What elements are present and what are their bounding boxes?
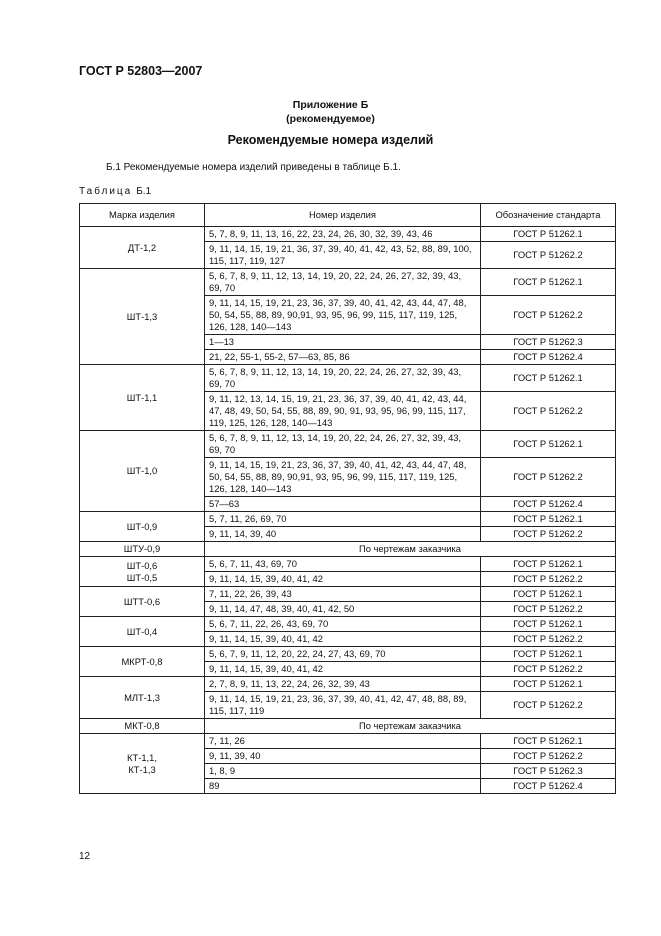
standard-cell: ГОСТ Р 51262.2: [481, 527, 616, 542]
standard-cell: ГОСТ Р 51262.3: [481, 335, 616, 350]
product-numbers-cell: 9, 11, 14, 15, 19, 21, 36, 37, 39, 40, 41, 42, 43, 52, 88, 89, 100, 115, 117, 119, 127: [205, 242, 481, 269]
product-numbers-cell: 9, 11, 14, 39, 40: [205, 527, 481, 542]
standard-cell: ГОСТ Р 51262.4: [481, 779, 616, 794]
standard-cell: ГОСТ Р 51262.1: [481, 557, 616, 572]
table-caption-label: Таблица: [79, 186, 133, 197]
table-row: [80, 647, 616, 662]
standard-cell: ГОСТ Р 51262.1: [481, 512, 616, 527]
product-numbers-cell: 9, 11, 14, 15, 39, 40, 41, 42: [205, 572, 481, 587]
standard-cell: ГОСТ Р 51262.1: [481, 365, 616, 392]
product-mark-cell: [80, 269, 205, 365]
standard-cell: ГОСТ Р 51262.2: [481, 749, 616, 764]
standard-cell: ГОСТ Р 51262.3: [481, 764, 616, 779]
product-numbers-cell: 1—13: [205, 335, 481, 350]
customer-drawings-cell: По чертежам заказчика: [205, 719, 616, 734]
document-header: ГОСТ Р 52803—2007: [79, 64, 203, 78]
table-row: [80, 542, 616, 557]
standard-cell: ГОСТ Р 51262.1: [481, 734, 616, 749]
standard-cell: ГОСТ Р 51262.1: [481, 227, 616, 242]
standard-cell: ГОСТ Р 51262.2: [481, 572, 616, 587]
standard-cell: ГОСТ Р 51262.2: [481, 602, 616, 617]
product-numbers-cell: 5, 6, 7, 8, 9, 11, 12, 13, 14, 19, 20, 22, 24, 26, 27, 32, 39, 43, 69, 70: [205, 431, 481, 458]
product-mark: ШТ-0,6: [126, 559, 158, 571]
section-heading: Рекомендуемые номера изделий: [227, 133, 434, 147]
page-number: 12: [79, 851, 91, 862]
product-numbers-cell: 9, 11, 14, 47, 48, 39, 40, 41, 42, 50: [205, 602, 481, 617]
standard-cell: ГОСТ Р 51262.2: [481, 296, 616, 335]
product-numbers-cell: 1, 8, 9: [205, 764, 481, 779]
table-row: [80, 557, 616, 572]
table-caption-number: Б.1: [136, 186, 152, 197]
product-mark-cell: [80, 512, 205, 542]
table-row: [80, 365, 616, 392]
product-numbers-cell: 89: [205, 779, 481, 794]
table-row: [80, 677, 616, 692]
table-header-row: [80, 204, 616, 227]
table-row: [80, 269, 616, 296]
product-mark-cell: [80, 365, 205, 431]
appendix-title: Приложение Б: [292, 99, 369, 111]
standard-cell: ГОСТ Р 51262.1: [481, 677, 616, 692]
product-numbers-cell: 2, 7, 8, 9, 11, 13, 22, 24, 26, 32, 39, 43: [205, 677, 481, 692]
table-row: [80, 431, 616, 458]
standard-cell: ГОСТ Р 51262.1: [481, 587, 616, 602]
product-mark-cell: МКТ-0,8: [80, 719, 205, 734]
product-mark: МЛТ-1,3: [124, 691, 160, 703]
standard-cell: ГОСТ Р 51262.4: [481, 497, 616, 512]
column-header-mark: Марка изделия: [80, 204, 205, 227]
product-numbers-cell: 9, 11, 14, 15, 19, 21, 23, 36, 37, 39, 40, 41, 42, 47, 48, 88, 89, 115, 117, 119: [205, 692, 481, 719]
product-mark-cell: [80, 677, 205, 719]
standard-cell: ГОСТ Р 51262.1: [481, 647, 616, 662]
product-mark: ШТ-1,0: [126, 465, 158, 476]
standard-cell: ГОСТ Р 51262.1: [481, 269, 616, 296]
standard-cell: ГОСТ Р 51262.2: [481, 458, 616, 497]
customer-drawings-cell: По чертежам заказчика: [205, 542, 616, 557]
product-numbers-cell: 9, 11, 14, 15, 39, 40, 41, 42: [205, 632, 481, 647]
product-numbers-cell: 5, 6, 7, 8, 9, 11, 12, 13, 14, 19, 20, 22, 24, 26, 27, 32, 39, 43, 69, 70: [205, 269, 481, 296]
column-header-standard: Обозначение стандарта: [481, 204, 616, 227]
product-mark-cell: [80, 431, 205, 512]
standard-cell: ГОСТ Р 51262.1: [481, 617, 616, 632]
table-row: [80, 734, 616, 749]
products-table: [79, 203, 616, 794]
product-numbers-cell: 5, 7, 8, 9, 11, 13, 16, 22, 23, 24, 26, 30, 32, 39, 43, 46: [205, 227, 481, 242]
product-mark-cell: ШТУ-0,9: [80, 542, 205, 557]
product-mark-cell: [80, 734, 205, 794]
product-numbers-cell: 9, 11, 14, 15, 19, 21, 23, 36, 37, 39, 40, 41, 42, 43, 44, 47, 48, 50, 54, 55, 88, 89, 90,91, 93, 95, 96, 99, 115, 117, 119, 125, 126, 128, 140—143: [205, 458, 481, 497]
table-row: [80, 617, 616, 632]
product-mark: ШТ-0,4: [126, 625, 158, 637]
product-numbers-cell: 5, 6, 7, 11, 43, 69, 70: [205, 557, 481, 572]
table-caption: [79, 186, 151, 197]
product-numbers-cell: 57—63: [205, 497, 481, 512]
table-row: [80, 587, 616, 602]
product-mark-cell: [80, 647, 205, 677]
table-row: [80, 512, 616, 527]
product-numbers-cell: 5, 6, 7, 8, 9, 11, 12, 13, 14, 19, 20, 22, 24, 26, 27, 32, 39, 43, 69, 70: [205, 365, 481, 392]
product-mark: ШТ-1,1: [126, 391, 158, 403]
table-row: [80, 227, 616, 242]
product-mark-secondary: КТ-1,3: [128, 763, 156, 775]
product-mark: ШТ-0,9: [126, 520, 158, 532]
product-numbers-cell: 9, 11, 12, 13, 14, 15, 19, 21, 23, 36, 37, 39, 40, 41, 42, 43, 44, 47, 48, 49, 50, 54, 55, 88, 89, 90, 91, 93, 95, 96, 99, 115, 117, 119, 125, 126, 128, 140—143: [205, 392, 481, 431]
product-numbers-cell: 9, 11, 14, 15, 39, 40, 41, 42: [205, 662, 481, 677]
product-numbers-cell: 5, 6, 7, 9, 11, 12, 20, 22, 24, 27, 43, 69, 70: [205, 647, 481, 662]
standard-cell: ГОСТ Р 51262.2: [481, 242, 616, 269]
product-mark-secondary: ШТ-0,5: [126, 571, 158, 583]
product-numbers-cell: 5, 7, 11, 26, 69, 70: [205, 512, 481, 527]
standard-cell: ГОСТ Р 51262.1: [481, 431, 616, 458]
appendix-title-block: [0, 98, 661, 126]
product-mark: ШТ-1,3: [126, 310, 158, 322]
standard-cell: ГОСТ Р 51262.2: [481, 662, 616, 677]
appendix-subtitle: (рекомендуемое): [286, 113, 375, 125]
product-numbers-cell: 9, 11, 39, 40: [205, 749, 481, 764]
product-mark: ДТ-1,2: [127, 241, 157, 253]
product-numbers-cell: 21, 22, 55-1, 55-2, 57—63, 85, 86: [205, 350, 481, 365]
product-numbers-cell: 9, 11, 14, 15, 19, 21, 23, 36, 37, 39, 40, 41, 42, 43, 44, 47, 48, 50, 54, 55, 88, 89, 90,91, 93, 95, 96, 99, 115, 117, 119, 125, 126, 128, 140—143: [205, 296, 481, 335]
standard-cell: ГОСТ Р 51262.2: [481, 392, 616, 431]
table-body: [80, 227, 616, 794]
product-mark: МКРТ-0,8: [121, 655, 163, 667]
product-mark: ШТТ-0,6: [123, 595, 161, 607]
column-header-number: Номер изделия: [205, 204, 481, 227]
product-mark: КТ-1,1,: [127, 751, 157, 763]
table-row: [80, 719, 616, 734]
standard-cell: ГОСТ Р 51262.2: [481, 632, 616, 647]
standard-cell: ГОСТ Р 51262.2: [481, 692, 616, 719]
product-mark-cell: [80, 557, 205, 587]
product-numbers-cell: 7, 11, 22, 26, 39, 43: [205, 587, 481, 602]
standard-cell: ГОСТ Р 51262.4: [481, 350, 616, 365]
product-numbers-cell: 7, 11, 26: [205, 734, 481, 749]
product-mark-cell: [80, 617, 205, 647]
product-mark-cell: [80, 227, 205, 269]
product-mark-cell: [80, 587, 205, 617]
product-numbers-cell: 5, 6, 7, 11, 22, 26, 43, 69, 70: [205, 617, 481, 632]
intro-paragraph: Б.1 Рекомендуемые номера изделий приведены в таблице Б.1.: [106, 162, 401, 173]
